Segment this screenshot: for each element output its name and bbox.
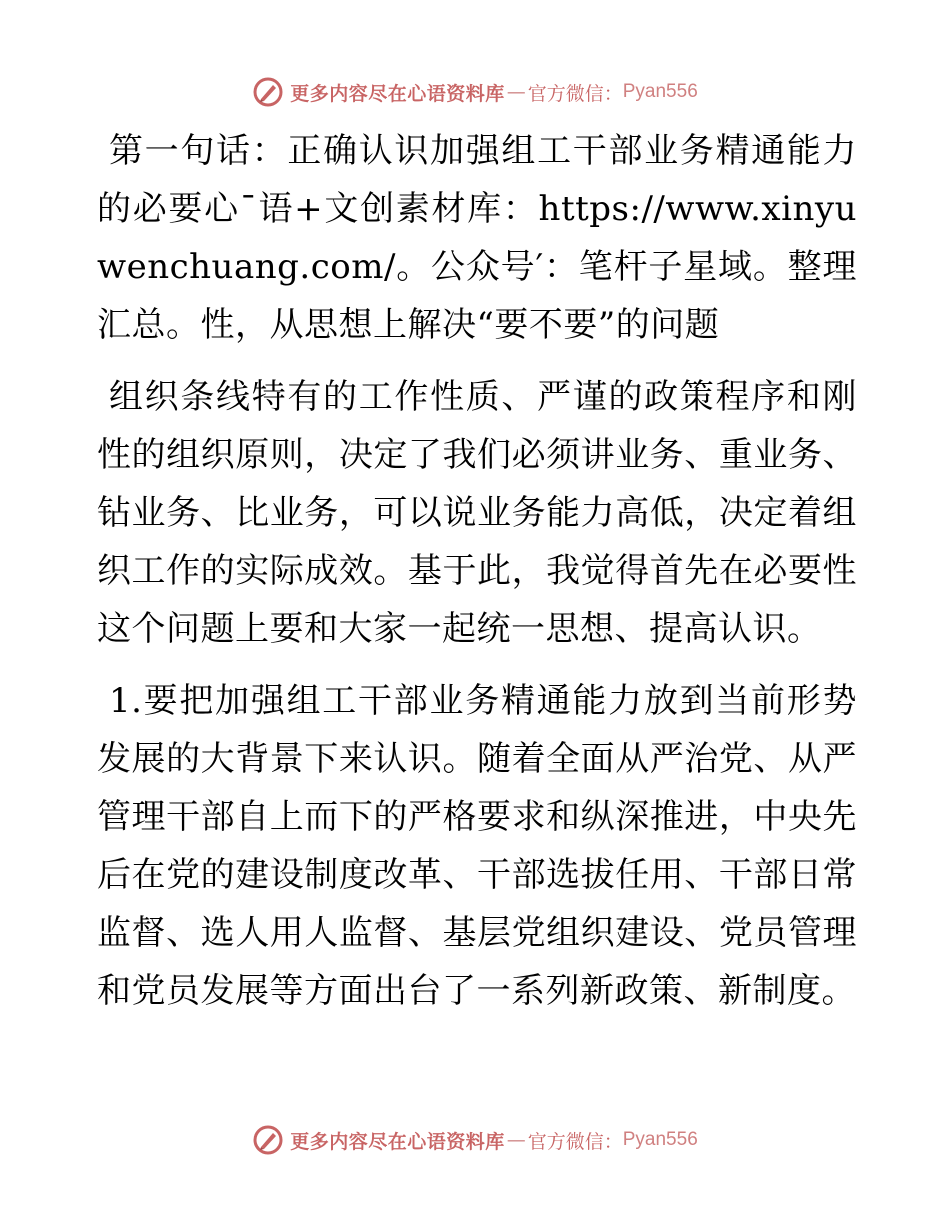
watermark-wechat-id: Pyan556 [622,1129,698,1150]
paragraph-3: 1.要把加强组工干部业务精通能力放到当前形势发展的大背景下来认识。随着全面从严治党、从严管理干部自上而下的严格要求和纵深推进，中央先后在党的建设制度改革、干部选拔任用、干部日常监督、选人用人监督、基层党组织建设、党员管理和党员发展等方面出台了一系列新政策、新制度。 [97,681,857,1011]
watermark-label: 官方微信： [527,1130,623,1153]
paragraph-2: 组织条线特有的工作性质、严谨的政策程序和刚性的组织原则，决定了我们必须讲业务、重业务、钻业务、比业务，可以说业务能力高低，决定着组织工作的实际成效。基于此，我觉得首先在必要性这个问题上要和大家一起统一思想、提高认识。 [97,377,857,649]
document-body [97,122,857,1034]
watermark-label: 官方微信： [527,82,623,105]
paragraph-1: 第一句话：正确认识加强组工干部业务精通能力的必要心¯语+文创素材库：https://www.xinyuwenchuang.com/。公众号′：笔杆子星域。整理汇总。性，从思想上解决“要不要”的问题 [97,131,857,345]
footer-watermark [0,1120,950,1160]
watermark-site-text: 更多内容尽在心语资料库 [290,1130,505,1153]
header-watermark [0,72,950,112]
watermark-separator: — [506,1129,526,1151]
watermark-separator: — [506,81,526,103]
watermark-wechat-id: Pyan556 [622,81,698,102]
quill-seal-icon [252,76,284,108]
watermark-site-text: 更多内容尽在心语资料库 [290,82,505,105]
quill-seal-icon [252,1124,284,1156]
